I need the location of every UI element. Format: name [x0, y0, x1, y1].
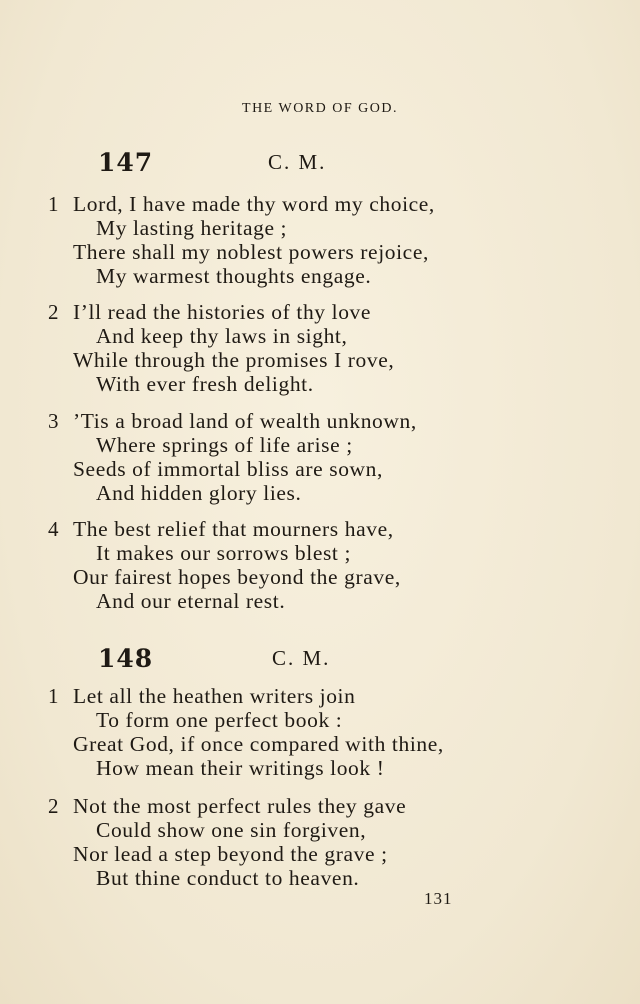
hymn-number: 147 [98, 148, 154, 177]
verse-number: 3 [48, 409, 59, 433]
verse-number: 2 [48, 300, 59, 324]
verse-line: How mean their writings look ! [96, 756, 385, 780]
verse-line: And keep thy laws in sight, [96, 324, 348, 348]
running-head: THE WORD OF GOD. [242, 101, 398, 116]
verse-line: Let all the heathen writers join [73, 684, 356, 708]
verse-line: And hidden glory lies. [96, 481, 302, 505]
verse-line: Could show one sin forgiven, [96, 818, 367, 842]
verse-line: My lasting heritage ; [96, 216, 288, 240]
verse-line: While through the promises I rove, [73, 348, 395, 372]
hymn-meter: C. M. [268, 150, 327, 174]
verse-line: Seeds of immortal bliss are sown, [73, 457, 384, 481]
verse-line: Nor lead a step beyond the grave ; [73, 842, 388, 866]
page-number: 131 [424, 889, 453, 908]
verse-line: My warmest thoughts engage. [96, 264, 372, 288]
verse-line: There shall my noblest powers rejoice, [73, 240, 429, 264]
verse-line: With ever fresh delight. [96, 372, 314, 396]
hymn-number: 148 [98, 644, 154, 673]
hymn-header [0, 148, 640, 178]
verse-line: It makes our sorrows blest ; [96, 541, 352, 565]
verse-line: ’Tis a broad land of wealth unknown, [73, 409, 417, 433]
verse-line: To form one perfect book : [96, 708, 343, 732]
verse-number: 1 [48, 684, 59, 708]
verse-number: 1 [48, 192, 59, 216]
verse-line: Our fairest hopes beyond the grave, [73, 565, 401, 589]
hymn-meter: C. M. [272, 646, 331, 670]
verse-line: Where springs of life arise ; [96, 433, 353, 457]
verse-number: 2 [48, 794, 59, 818]
verse-line: I’ll read the histories of thy love [73, 300, 372, 324]
verse-line: But thine conduct to heaven. [96, 866, 360, 890]
verse-number: 4 [48, 517, 59, 541]
verse-line: Not the most perfect rules they gave [73, 794, 407, 818]
verse-line: And our eternal rest. [96, 589, 286, 613]
hymn-header [0, 644, 640, 674]
verse-line: Lord, I have made thy word my choice, [73, 192, 435, 216]
verse-line: Great God, if once compared with thine, [73, 732, 444, 756]
verse-line: The best relief that mourners have, [73, 517, 394, 541]
